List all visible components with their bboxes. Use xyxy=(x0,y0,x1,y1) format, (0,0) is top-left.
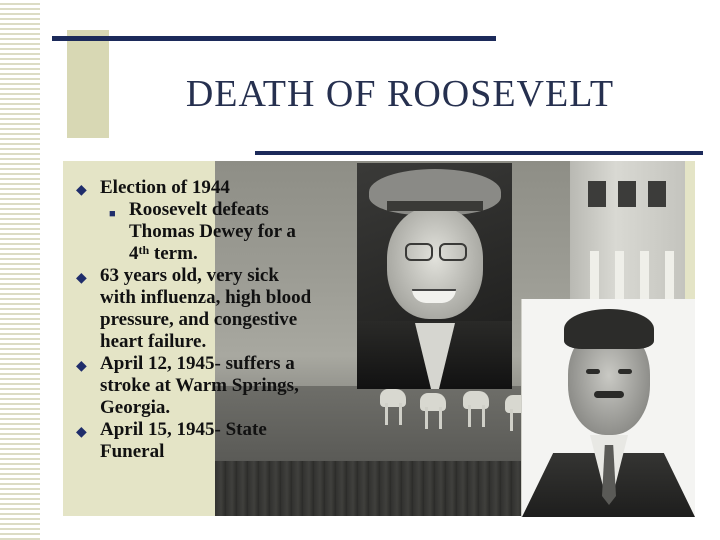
diamond-bullet-icon: ◆ xyxy=(76,425,87,440)
diamond-bullet-icon: ◆ xyxy=(76,359,87,374)
square-bullet-icon: ■ xyxy=(109,208,116,220)
bullet-item: ◆ 63 years old, very sick with influenza, high blood pressure, and congestive heart failure. xyxy=(76,265,312,352)
bullet-item: ◆ April 15, 1945- State Funeral xyxy=(76,419,267,462)
sub-bullet-item: ■ Roosevelt defeats Thomas Dewey for a 4th term. xyxy=(109,199,296,264)
title-rule-bottom xyxy=(255,151,703,155)
roosevelt-portrait-photo xyxy=(357,163,512,389)
diamond-bullet-icon: ◆ xyxy=(76,271,87,286)
diamond-bullet-icon: ◆ xyxy=(76,183,87,198)
bullet-list xyxy=(72,177,372,463)
slide-title: DEATH OF ROOSEVELT xyxy=(185,73,615,115)
bullet-item: ◆ Election of 1944 xyxy=(72,177,372,199)
decorative-stripe-panel xyxy=(0,0,40,540)
decorative-olive-block xyxy=(67,30,109,138)
title-rule-top xyxy=(52,36,496,41)
bullet-item: ◆ April 12, 1945- suffers a stroke at Warm Springs, Georgia. xyxy=(76,353,299,418)
dewey-portrait-photo xyxy=(521,299,695,517)
